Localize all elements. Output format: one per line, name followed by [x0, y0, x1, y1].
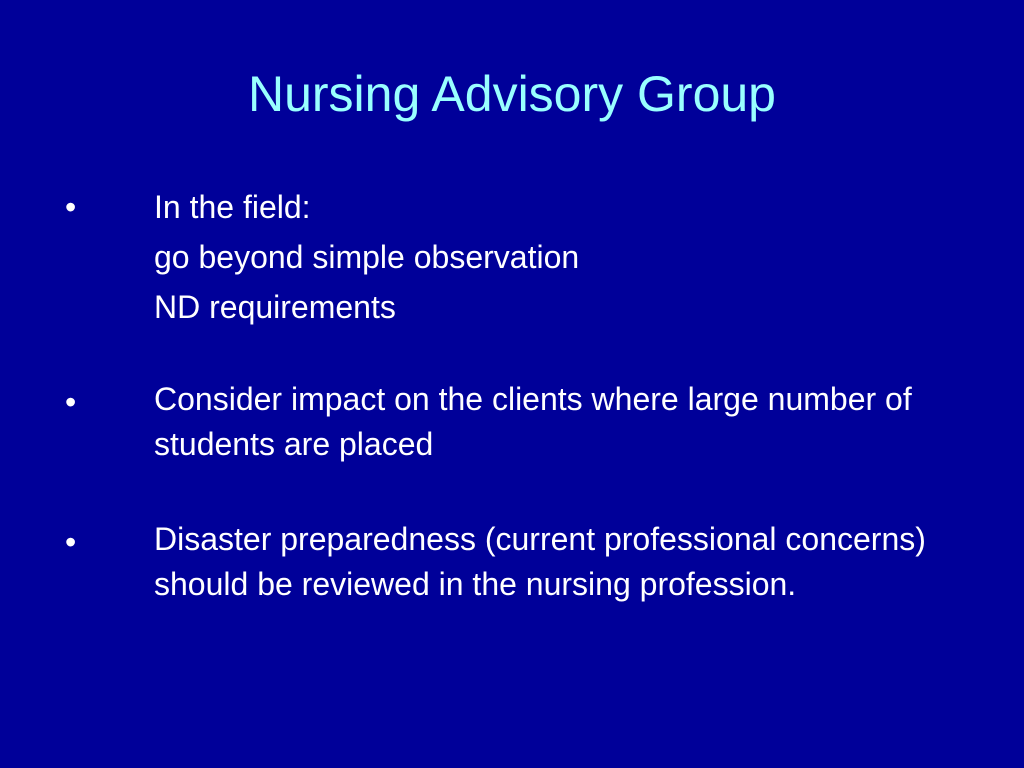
bullet-marker: • — [65, 189, 77, 225]
bullet-marker: • — [65, 524, 77, 560]
bullet-text: Disaster preparedness (current professional concerns) should be reviewed in the nursing profession. — [154, 521, 926, 602]
bullet-text: Consider impact on the clients where large number of students are placed — [154, 381, 912, 462]
slide-title: Nursing Advisory Group — [247, 66, 776, 122]
bullet-item-disaster-preparedness — [60, 517, 980, 607]
bullet-subline: go beyond simple observation — [154, 239, 580, 275]
bullet-item-in-the-field — [60, 182, 980, 332]
bullet-text: In the field: — [154, 189, 311, 225]
bullet-subline: ND requirements — [154, 289, 396, 325]
bullet-item-consider-impact — [60, 377, 980, 467]
bullet-list — [60, 182, 980, 607]
bullet-marker: • — [65, 384, 77, 420]
